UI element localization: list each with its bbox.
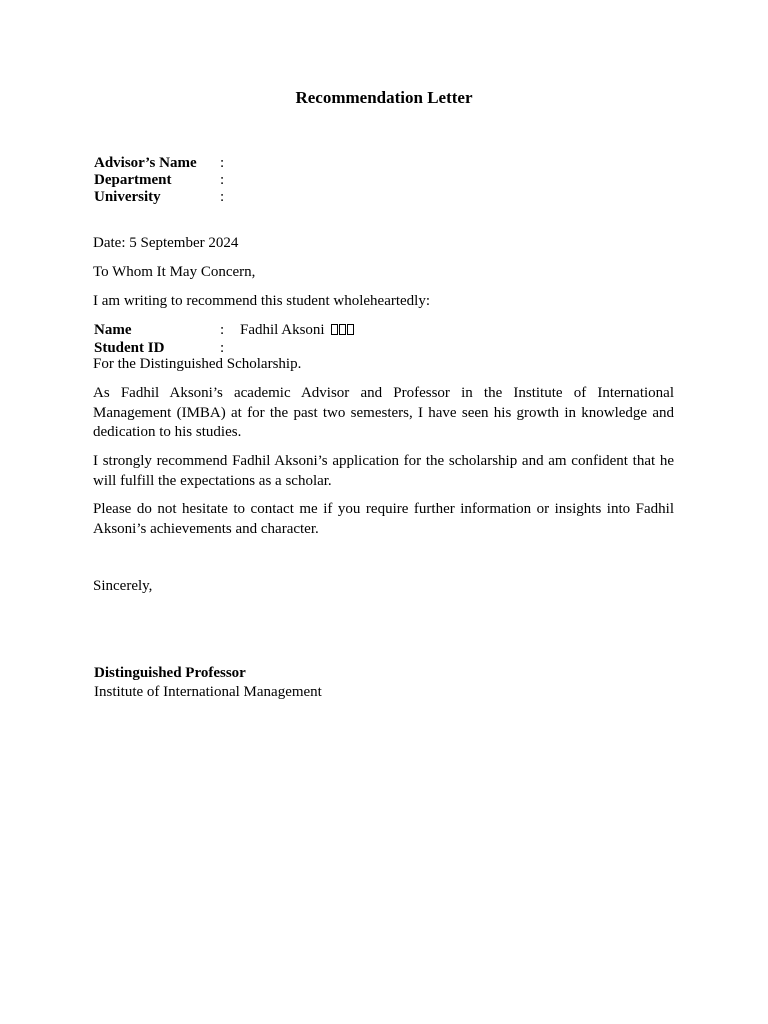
signature-institution: Institute of International Management (94, 684, 322, 700)
student-info-table (94, 322, 355, 357)
student-id-label: Student ID (94, 340, 165, 356)
closing: Sincerely, (93, 578, 153, 594)
department-colon: : (220, 172, 225, 188)
date-line: Date: 5 September 2024 (93, 235, 239, 251)
student-name-label: Name (94, 322, 132, 338)
signature-title: Distinguished Professor (94, 665, 246, 681)
letter-title: Recommendation Letter (295, 88, 473, 107)
university-row (94, 189, 240, 206)
student-name-colon: : (220, 322, 225, 338)
university-label: University (94, 189, 161, 205)
body-paragraph-3: Please do not hesitate to contact me if you require further information or insights into Fadhil Aksoni’s achievements and character. (93, 501, 674, 537)
missing-glyph-box (339, 324, 346, 335)
missing-glyph-box (347, 324, 354, 335)
university-colon: : (220, 189, 225, 205)
department-label: Department (94, 172, 172, 188)
body-paragraph-1: As Fadhil Aksoni’s academic Advisor and Professor in the Institute of International Management (IMBA) at for the past two semesters, I have seen his growth in knowledge and dedication to his studies. (93, 385, 674, 440)
student-name-value: Fadhil Aksoni (240, 322, 325, 338)
salutation: To Whom It May Concern, (93, 264, 256, 280)
advisor-name-label: Advisor’s Name (94, 155, 197, 171)
purpose-line: For the Distinguished Scholarship. (93, 356, 302, 372)
student-id-colon: : (220, 340, 225, 356)
intro-paragraph: I am writing to recommend this student wholeheartedly: (93, 293, 431, 309)
missing-glyph-box (331, 324, 338, 335)
department-row (94, 172, 240, 189)
advisor-name-row (94, 155, 240, 172)
body-paragraph-2: I strongly recommend Fadhil Aksoni’s application for the scholarship and am confident that he will fulfill the expectations as a scholar. (93, 453, 674, 489)
student-name-cell (240, 322, 355, 340)
missing-glyph-boxes (331, 323, 355, 340)
student-name-row (94, 322, 355, 340)
advisor-info-table (94, 155, 240, 206)
advisor-name-colon: : (220, 155, 225, 171)
